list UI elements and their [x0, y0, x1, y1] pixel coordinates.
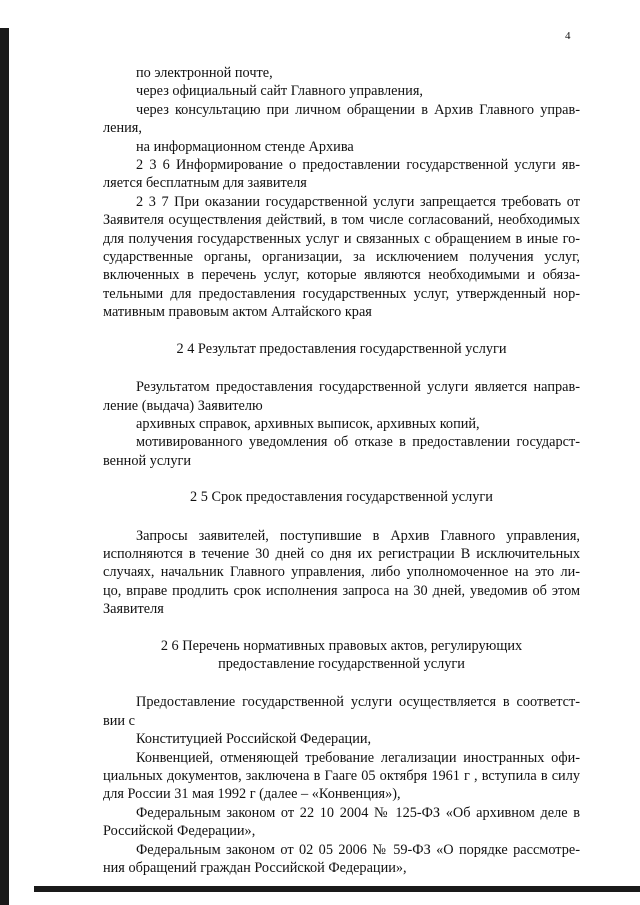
paragraph-236-line2: ляется бесплатным для заявителя [103, 175, 307, 192]
section-26-constitution: Конституцией Российской Федерации, [136, 731, 372, 748]
section-heading-25: 2 5 Срок предоставления государственной услуги [190, 489, 493, 506]
scan-edge-left [0, 28, 9, 905]
paragraph-237-line: для получения государственных услуг и связанных с обращением в иные го- [103, 230, 580, 247]
section-25-line: Запросы заявителей, поступившие в Архив Главного управления, [136, 527, 580, 544]
section-26-intro-line: Предоставление государственной услуги осуществляется в соответст- [136, 694, 580, 711]
section-24-item-refusal-line1: мотивированного уведомления об отказе в предоставлении государст- [136, 434, 580, 451]
paragraph-237-line: сударственные органы, организации, за исключением получения услуг, [103, 249, 580, 266]
scan-edge-bottom [34, 886, 640, 892]
section-25-line: цо, вправе продлить срок исполнения запроса на 30 дней, уведомив об этом [103, 582, 580, 599]
list-item-email: по электронной почте, [136, 65, 273, 81]
section-26-convention-line: Конвенцией, отменяющей требование легализации иностранных офи- [136, 749, 580, 766]
section-25-line: Заявителя [103, 601, 164, 618]
paragraph-237-line: мативным правовым актом Алтайского края [103, 304, 372, 321]
section-26-law-appeals-line: ния обращений граждан Российской Федерации», [103, 860, 407, 877]
paragraph-237-line: 2 3 7 При оказании государственной услуги запрещается требовать от [136, 193, 580, 210]
section-26-convention-line: циальных документов, заключена в Гааге 05 октября 1961 г , вступила в силу [103, 768, 580, 784]
section-heading-26-line1: 2 6 Перечень нормативных правовых актов, регулирующих [160, 637, 523, 654]
section-heading-24: 2 4 Результат предоставления государственной услуги [176, 340, 507, 357]
section-25-line: исполняются в течение 30 дней со дня их регистрации В исключительных [103, 545, 580, 562]
paragraph-236-line1: 2 3 6 Информирование о предоставлении государственной услуги яв- [136, 157, 580, 174]
paragraph-237-line: Заявителя осуществления действий, в том числе согласований, необходимых [103, 212, 580, 229]
section-26-intro-line: вии с [103, 712, 135, 729]
paragraph-237-line: включенных в перечень услуг, которые являются необходимыми и обяза- [103, 267, 580, 284]
section-24-item-refusal-line2: венной услуги [103, 452, 191, 469]
section-24-item-certificates: архивных справок, архивных выписок, архивных копий, [136, 415, 480, 432]
section-24-line: ление (выдача) Заявителю [103, 397, 263, 414]
section-26-law-archive-line: Российской Федерации», [103, 823, 256, 840]
section-25-line: случаях, начальник Главного управления, либо уполномоченное на это ли- [103, 564, 580, 581]
document-page [103, 64, 580, 877]
page-number: 4 [565, 30, 571, 42]
list-item-consultation-line1: через консультацию при личном обращении в Архив Главного управ- [136, 101, 580, 118]
paragraph-237-line: тельными для предоставления государственных услуг, утвержденный нор- [103, 285, 580, 302]
section-24-line: Результатом предоставления государственной услуги является направ- [136, 379, 580, 396]
section-heading-26-line2: предоставление государственной услуги [218, 655, 465, 672]
section-26-law-archive-line: Федеральным законом от 22 10 2004 № 125-ФЗ «Об архивном деле в [136, 804, 580, 821]
list-item-website: через официальный сайт Главного управления, [136, 83, 423, 100]
section-26-convention-line: для России 31 мая 1992 г (далее – «Конвенция»), [103, 786, 401, 803]
list-item-stand: на информационном стенде Архива [136, 138, 354, 155]
section-26-law-appeals-line: Федеральным законом от 02 05 2006 № 59-ФЗ «О порядке рассмотре- [136, 841, 580, 858]
list-item-consultation-line2: ления, [103, 120, 142, 137]
